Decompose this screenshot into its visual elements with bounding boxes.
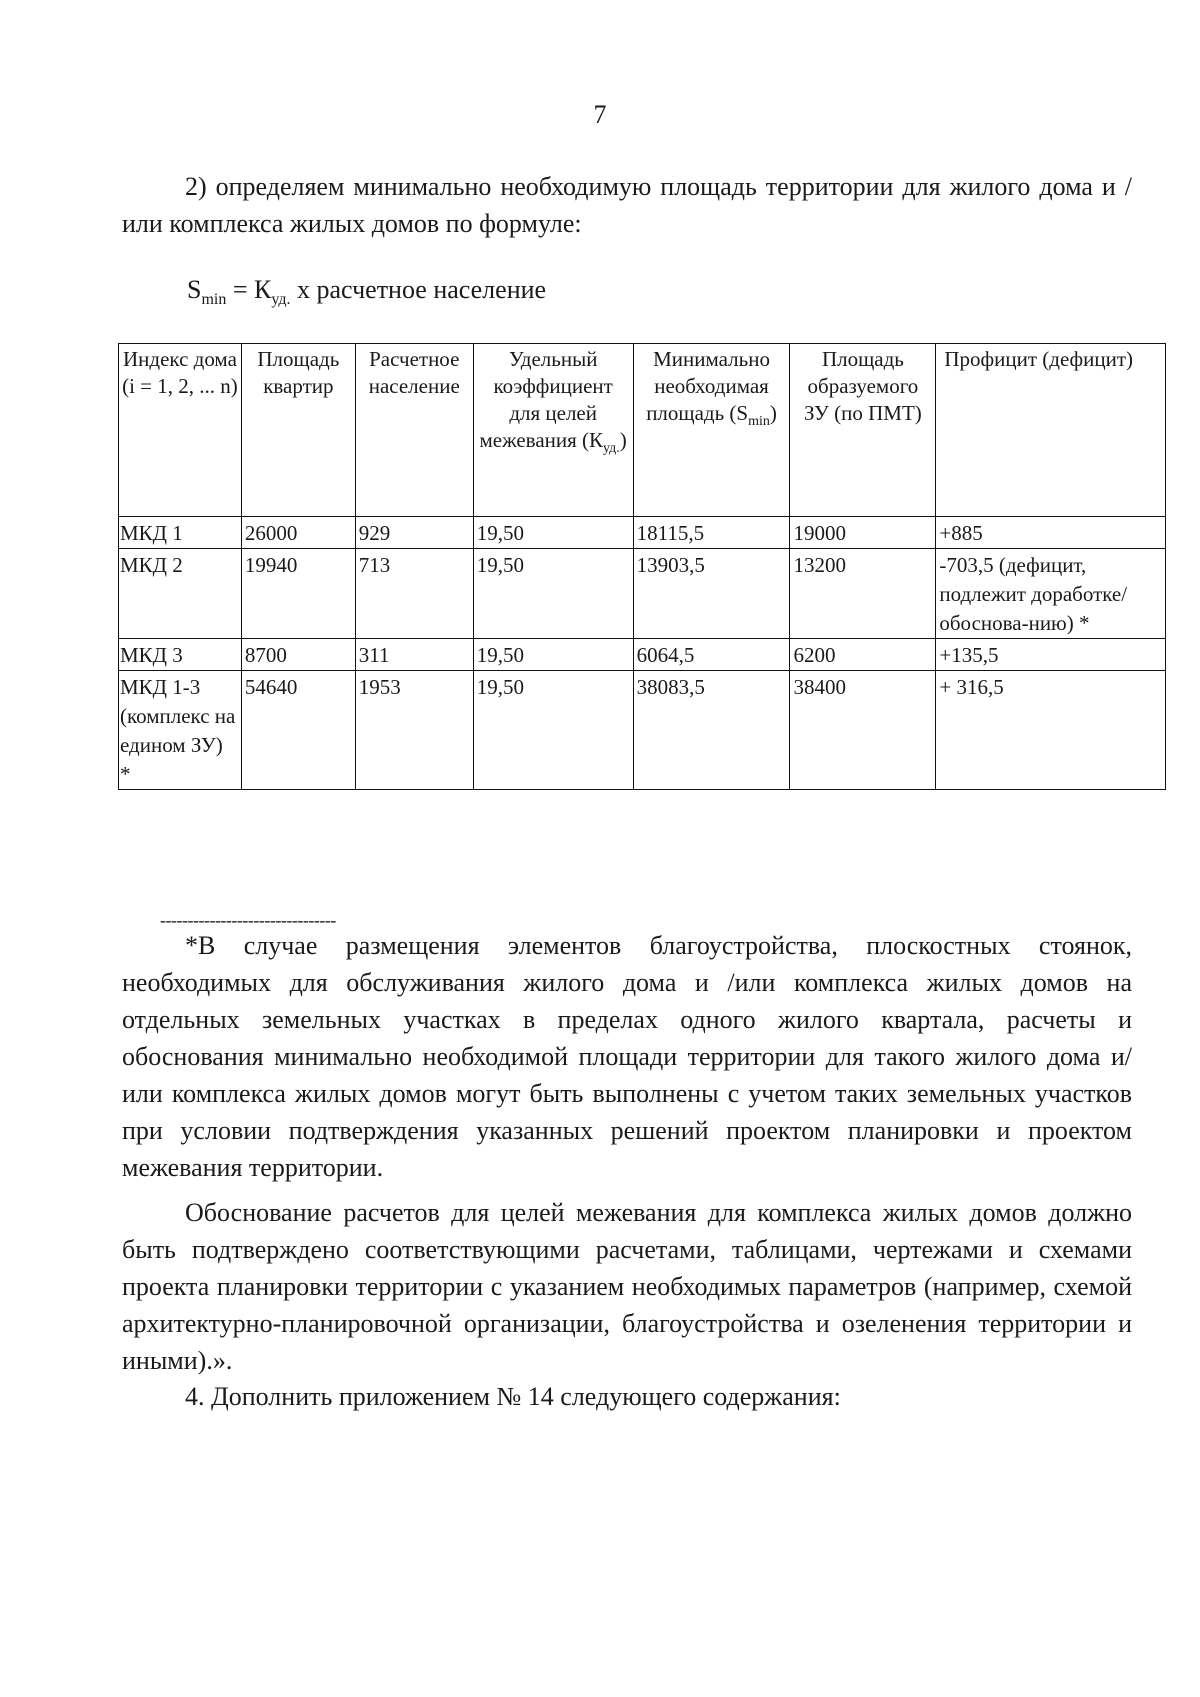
formula-s-subscript: min <box>201 291 227 309</box>
header-min-area-sub: min <box>748 414 770 430</box>
formula-k-subscript: уд. <box>271 291 291 309</box>
table-cell: 19,50 <box>473 517 633 549</box>
table-cell: 13200 <box>790 549 936 639</box>
header-plot-area: Площадь образуемого ЗУ (по ПМТ) <box>790 344 936 517</box>
table-cell: МКД 2 <box>119 549 242 639</box>
header-surplus: Профицит (дефицит) <box>936 344 1166 517</box>
table-cell: МКД 1-3 (комплекс на едином ЗУ) * <box>119 671 242 790</box>
header-coefficient-text: Удельный коэффициент для целей межевания (К <box>479 347 613 452</box>
footnote-paragraph: *В случае размещения элементов благоустройства, плоскостных стоянок, необходимых для обслуживания жилого дома и /или комплекса жилых домов на отдельных земельных участках в пределах одного жилого квартала, расчеты и обоснования минимально необходимой площади территории для такого жилого дома и/или комплекса жилых домов могут быть выполнены с учетом таких земельных участков при условии подтверждения указанных решений проектом планировки и проектом межевания территории. <box>122 931 1132 1182</box>
table-cell: 19,50 <box>473 549 633 639</box>
table-cell: 13903,5 <box>633 549 790 639</box>
table-cell: 19940 <box>241 549 355 639</box>
table-cell: +885 <box>936 517 1166 549</box>
footnote-rule: -------------------------------- <box>160 910 336 930</box>
table-cell: 6064,5 <box>633 639 790 671</box>
header-population: Расчетное население <box>355 344 473 517</box>
formula-rest: х расчетное население <box>290 275 547 304</box>
table-cell: 19,50 <box>473 639 633 671</box>
header-house-index: Индекс дома (i = 1, 2, ... n) <box>119 344 242 517</box>
table-cell: 18115,5 <box>633 517 790 549</box>
item-4-paragraph: 4. Дополнить приложением № 14 следующего содержания: <box>185 1382 841 1411</box>
table-cell: -703,5 (дефицит, подлежит доработке/ обоснова-нию) * <box>936 549 1166 639</box>
table-cell: + 316,5 <box>936 671 1166 790</box>
header-min-area <box>633 344 790 517</box>
page-number: 7 <box>593 100 607 129</box>
table-row <box>119 639 1166 671</box>
table-cell: 26000 <box>241 517 355 549</box>
formula <box>187 275 546 309</box>
header-min-area-text: Минимально необходимая площадь (S <box>646 347 770 425</box>
table-row <box>119 549 1166 639</box>
calculation-table <box>118 343 1166 790</box>
table-cell: 1953 <box>355 671 473 790</box>
header-min-area-close: ) <box>769 401 777 425</box>
header-apartment-area: Площадь квартир <box>241 344 355 517</box>
formula-s: S <box>187 275 202 304</box>
header-coefficient <box>473 344 633 517</box>
table-cell: 8700 <box>241 639 355 671</box>
table-cell: 19000 <box>790 517 936 549</box>
table-cell: МКД 1 <box>119 517 242 549</box>
formula-equals-k: = К <box>226 275 272 304</box>
table-cell: МКД 3 <box>119 639 242 671</box>
table-cell: 38083,5 <box>633 671 790 790</box>
table-cell: 929 <box>355 517 473 549</box>
header-coefficient-sub: уд. <box>603 441 620 457</box>
header-coefficient-close: ) <box>619 428 627 452</box>
table-header-row <box>119 344 1166 517</box>
table-cell: +135,5 <box>936 639 1166 671</box>
table-cell: 19,50 <box>473 671 633 790</box>
table-cell: 38400 <box>790 671 936 790</box>
intro-paragraph: 2) определяем минимально необходимую площадь территории для жилого дома и / или комплекса жилых домов по формуле: <box>122 172 1132 238</box>
table-cell: 6200 <box>790 639 936 671</box>
table-cell: 311 <box>355 639 473 671</box>
justification-paragraph: Обоснование расчетов для целей межевания для комплекса жилых домов должно быть подтверждено соответствующими расчетами, таблицами, чертежами и схемами проекта планировки территории с указанием необходимых параметров (например, схемой архитектурно-планировочной организации, благоустройства и озеленения территории и иными).». <box>122 1198 1132 1375</box>
table-cell: 713 <box>355 549 473 639</box>
table-cell: 54640 <box>241 671 355 790</box>
table-row <box>119 517 1166 549</box>
table-row <box>119 671 1166 790</box>
